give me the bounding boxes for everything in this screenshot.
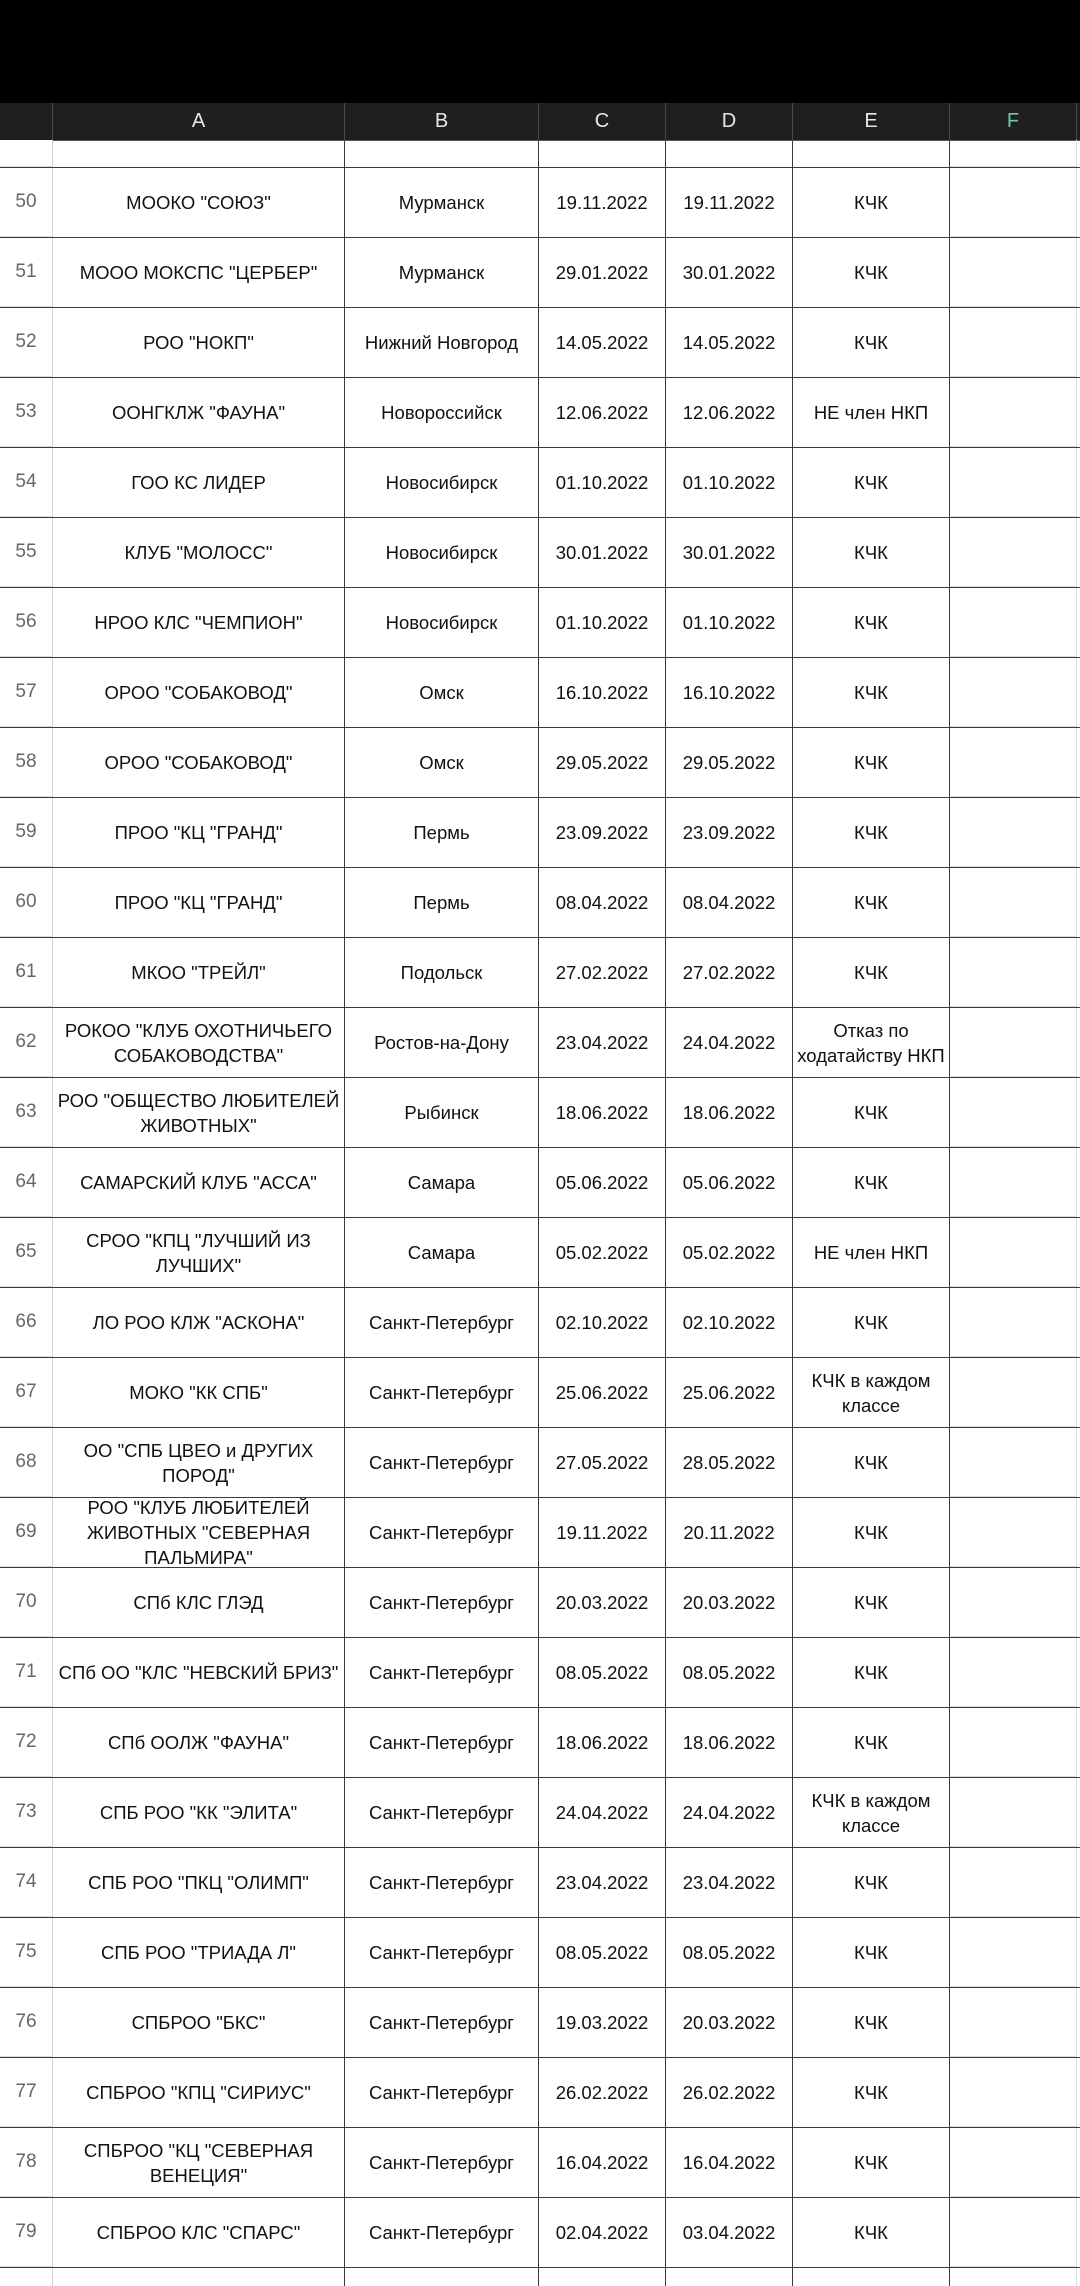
cell-d[interactable]: 29.05.2022 [666,728,793,797]
row-number[interactable]: 75 [0,1918,53,1987]
row-number[interactable]: 58 [0,728,53,797]
table-row[interactable] [0,728,1080,798]
column-header-c[interactable]: C [539,103,666,140]
table-row[interactable] [0,1078,1080,1148]
row-number[interactable]: 72 [0,1708,53,1777]
cell-e[interactable]: КЧК [793,1568,950,1637]
cell-c[interactable]: 08.04.2022 [539,868,666,937]
row-number[interactable]: 59 [0,798,53,867]
cell-d[interactable]: 03.04.2022 [666,2198,793,2267]
cell-e[interactable]: КЧК [793,1288,950,1357]
cell-e[interactable]: КЧК [793,1918,950,1987]
cell-f[interactable] [950,1778,1077,1847]
cell-b[interactable]: Санкт-Петербург [345,1428,539,1497]
row-number[interactable]: 54 [0,448,53,517]
cell-e[interactable]: КЧК [793,868,950,937]
cell-c[interactable]: 29.05.2022 [539,728,666,797]
cell-f[interactable] [950,868,1077,937]
cell-e[interactable]: КЧК [793,2128,950,2197]
cell-f[interactable] [950,168,1077,237]
cell-b[interactable]: Мурманск [345,168,539,237]
cell-a[interactable]: ЛО РОО КЛЖ "АСКОНА" [53,1288,345,1357]
cell-f[interactable] [950,798,1077,867]
cell-a[interactable]: МОКО "КК СПБ" [53,1358,345,1427]
cell-b[interactable]: Пермь [345,868,539,937]
cell-d[interactable] [666,2268,793,2286]
cell-d[interactable]: 12.06.2022 [666,378,793,447]
cell-b[interactable]: Санкт-Петербург [345,1778,539,1847]
table-row[interactable] [0,448,1080,518]
cell-a[interactable]: СПБ РОО "ПКЦ "ОЛИМП" [53,1848,345,1917]
cell-c[interactable]: 08.05.2022 [539,1638,666,1707]
cell-e[interactable]: КЧК [793,238,950,307]
cell-d[interactable]: 18.06.2022 [666,1708,793,1777]
row-number[interactable]: 78 [0,2128,53,2197]
cell-e[interactable]: КЧК [793,1428,950,1497]
cell-b[interactable]: Санкт-Петербург [345,1988,539,2057]
cell-f[interactable] [950,378,1077,447]
cell-c[interactable]: 19.11.2022 [539,1498,666,1567]
cell-e[interactable]: КЧК [793,2058,950,2127]
cell-d[interactable]: 16.04.2022 [666,2128,793,2197]
cell-d[interactable]: 05.06.2022 [666,1148,793,1217]
cell-d[interactable]: 08.04.2022 [666,868,793,937]
cell-f[interactable] [950,1988,1077,2057]
cell-f[interactable] [950,448,1077,517]
table-row[interactable] [0,868,1080,938]
cell-b[interactable]: Подольск [345,938,539,1007]
cell-a[interactable]: РОО "КЛУБ ЛЮБИТЕЛЕЙ ЖИВОТНЫХ "СЕВЕРНАЯ ПАЛЬМИРА" [53,1498,345,1567]
row-number[interactable]: 67 [0,1358,53,1427]
table-row[interactable] [0,1918,1080,1988]
cell-e[interactable]: КЧК [793,658,950,727]
cell-c[interactable]: 02.10.2022 [539,1288,666,1357]
cell-a[interactable]: СПБРОО "КПЦ "СИРИУС" [53,2058,345,2127]
cell-a[interactable]: ОРОО "СОБАКОВОД" [53,728,345,797]
table-row[interactable] [0,1778,1080,1848]
table-row[interactable] [0,168,1080,238]
cell-e[interactable]: КЧК [793,798,950,867]
cell-a[interactable]: САМАРСКИЙ КЛУБ "АССА" [53,1148,345,1217]
table-row[interactable] [0,798,1080,868]
cell-f[interactable] [950,2268,1077,2286]
cell-e[interactable]: КЧК [793,1708,950,1777]
cell-f[interactable] [950,1568,1077,1637]
cell-d[interactable]: 05.02.2022 [666,1218,793,1287]
cell-d[interactable]: 24.04.2022 [666,1778,793,1847]
cell-f[interactable] [950,728,1077,797]
cell-e[interactable]: КЧК [793,1498,950,1567]
cell-f[interactable] [950,2058,1077,2127]
row-number[interactable]: 50 [0,168,53,237]
cell-f[interactable] [950,1008,1077,1077]
column-header-f[interactable]: F [950,103,1077,140]
cell-d[interactable]: 20.11.2022 [666,1498,793,1567]
cell-f[interactable] [950,140,1077,167]
cell-c[interactable]: 02.04.2022 [539,2198,666,2267]
cell-a[interactable]: КЛУБ "МОЛОСС" [53,518,345,587]
cell-e[interactable]: КЧК [793,1148,950,1217]
cell-e[interactable]: КЧК [793,2198,950,2267]
cell-e[interactable]: КЧК [793,588,950,657]
cell-e[interactable]: КЧК [793,1848,950,1917]
table-row[interactable] [0,1358,1080,1428]
cell-f[interactable] [950,1078,1077,1147]
spreadsheet-grid[interactable] [0,140,1080,2286]
cell-e[interactable]: КЧК в каждом классе [793,1358,950,1427]
table-row[interactable] [0,2058,1080,2128]
row-number[interactable]: 63 [0,1078,53,1147]
cell-c[interactable]: 30.01.2022 [539,518,666,587]
cell-a[interactable]: СПБ РОО "КК "ЭЛИТА" [53,1778,345,1847]
cell-b[interactable]: Новосибирск [345,588,539,657]
cell-b[interactable]: Санкт-Петербург [345,1498,539,1567]
row-number[interactable]: 70 [0,1568,53,1637]
cell-b[interactable] [345,140,539,167]
cell-a[interactable] [53,140,345,167]
cell-e[interactable]: НЕ член НКП [793,378,950,447]
cell-f[interactable] [950,1708,1077,1777]
cell-f[interactable] [950,1218,1077,1287]
cell-c[interactable]: 27.05.2022 [539,1428,666,1497]
table-row[interactable] [0,2128,1080,2198]
cell-e[interactable] [793,2268,950,2286]
row-number[interactable]: 53 [0,378,53,447]
cell-b[interactable]: Новороссийск [345,378,539,447]
table-row[interactable] [0,658,1080,728]
cell-b[interactable]: Санкт-Петербург [345,1848,539,1917]
row-number[interactable]: 68 [0,1428,53,1497]
cell-c[interactable]: 25.06.2022 [539,1358,666,1427]
row-number[interactable]: 64 [0,1148,53,1217]
cell-a[interactable]: ООНГКЛЖ "ФАУНА" [53,378,345,447]
cell-c[interactable]: 18.06.2022 [539,1078,666,1147]
cell-d[interactable]: 24.04.2022 [666,1008,793,1077]
cell-a[interactable]: МООО МОКСПС "ЦЕРБЕР" [53,238,345,307]
cell-d[interactable] [666,140,793,167]
cell-b[interactable]: Санкт-Петербург [345,1288,539,1357]
cell-b[interactable]: Санкт-Петербург [345,1568,539,1637]
cell-a[interactable]: ОРОО "СОБАКОВОД" [53,658,345,727]
cell-d[interactable]: 14.05.2022 [666,308,793,377]
row-number[interactable]: 73 [0,1778,53,1847]
cell-a[interactable]: СПб КЛС ГЛЭД [53,1568,345,1637]
row-number[interactable]: 77 [0,2058,53,2127]
cell-b[interactable]: Санкт-Петербург [345,1358,539,1427]
cell-a[interactable]: СПб ОО "КЛС "НЕВСКИЙ БРИЗ" [53,1638,345,1707]
cell-d[interactable]: 23.04.2022 [666,1848,793,1917]
cell-b[interactable]: Санкт-Петербург [345,1918,539,1987]
row-number[interactable] [0,2268,53,2286]
cell-f[interactable] [950,518,1077,587]
cell-c[interactable]: 20.03.2022 [539,1568,666,1637]
cell-b[interactable]: Омск [345,728,539,797]
cell-a[interactable]: ПРОО "КЦ "ГРАНД" [53,868,345,937]
row-number[interactable]: 61 [0,938,53,1007]
table-row[interactable] [0,1988,1080,2058]
cell-b[interactable]: Мурманск [345,238,539,307]
column-header-a[interactable]: A [53,103,345,140]
cell-b[interactable]: Санкт-Петербург [345,2058,539,2127]
cell-a[interactable]: СПБРОО "КЦ "СЕВЕРНАЯ ВЕНЕЦИЯ" [53,2128,345,2197]
cell-c[interactable]: 08.05.2022 [539,1918,666,1987]
row-number[interactable]: 79 [0,2198,53,2267]
cell-d[interactable]: 25.06.2022 [666,1358,793,1427]
cell-f[interactable] [950,1498,1077,1567]
table-row[interactable] [0,1218,1080,1288]
cell-c[interactable]: 27.02.2022 [539,938,666,1007]
cell-c[interactable]: 18.06.2022 [539,1708,666,1777]
table-row[interactable] [0,308,1080,378]
column-header-d[interactable]: D [666,103,793,140]
table-row[interactable] [0,238,1080,308]
row-number[interactable]: 57 [0,658,53,727]
row-number[interactable]: 74 [0,1848,53,1917]
cell-f[interactable] [950,938,1077,1007]
table-row[interactable] [0,1848,1080,1918]
column-header-e[interactable]: E [793,103,950,140]
cell-d[interactable]: 26.02.2022 [666,2058,793,2127]
cell-a[interactable]: ПРОО "КЦ "ГРАНД" [53,798,345,867]
cell-e[interactable]: НЕ член НКП [793,1218,950,1287]
row-number[interactable]: 71 [0,1638,53,1707]
cell-f[interactable] [950,588,1077,657]
cell-b[interactable]: Санкт-Петербург [345,1638,539,1707]
cell-a[interactable]: СРОО "КПЦ "ЛУЧШИЙ ИЗ ЛУЧШИХ" [53,1218,345,1287]
cell-c[interactable]: 19.03.2022 [539,1988,666,2057]
cell-f[interactable] [950,2198,1077,2267]
cell-b[interactable]: Омск [345,658,539,727]
cell-a[interactable]: СПБРОО КЛС "СПАРС" [53,2198,345,2267]
cell-c[interactable] [539,140,666,167]
cell-f[interactable] [950,1848,1077,1917]
cell-d[interactable]: 20.03.2022 [666,1568,793,1637]
cell-f[interactable] [950,308,1077,377]
status-bar-area [0,0,1080,103]
cell-e[interactable]: КЧК [793,1638,950,1707]
row-number[interactable]: 60 [0,868,53,937]
table-row[interactable] [0,1568,1080,1638]
cell-a[interactable] [53,2268,345,2286]
cell-c[interactable] [539,2268,666,2286]
cell-c[interactable]: 05.06.2022 [539,1148,666,1217]
cell-d[interactable]: 18.06.2022 [666,1078,793,1147]
cell-d[interactable]: 20.03.2022 [666,1988,793,2057]
cell-b[interactable]: Санкт-Петербург [345,1708,539,1777]
cell-f[interactable] [950,238,1077,307]
cell-a[interactable]: МКОО "ТРЕЙЛ" [53,938,345,1007]
row-number[interactable]: 65 [0,1218,53,1287]
table-row[interactable] [0,1708,1080,1778]
cell-b[interactable]: Самара [345,1148,539,1217]
table-row[interactable] [0,1498,1080,1568]
cell-e[interactable]: КЧК [793,728,950,797]
cell-b[interactable]: Новосибирск [345,448,539,517]
cell-e[interactable] [793,140,950,167]
cell-d[interactable]: 01.10.2022 [666,448,793,517]
row-number[interactable] [0,140,53,167]
row-number[interactable]: 76 [0,1988,53,2057]
cell-c[interactable]: 19.11.2022 [539,168,666,237]
cell-a[interactable]: СПб ООЛЖ "ФАУНА" [53,1708,345,1777]
cell-f[interactable] [950,1288,1077,1357]
table-row[interactable] [0,1008,1080,1078]
row-number[interactable]: 56 [0,588,53,657]
cell-c[interactable]: 23.04.2022 [539,1008,666,1077]
cell-d[interactable]: 30.01.2022 [666,518,793,587]
cell-b[interactable]: Самара [345,1218,539,1287]
cell-a[interactable]: РОО "ОБЩЕСТВО ЛЮБИТЕЛЕЙ ЖИВОТНЫХ" [53,1078,345,1147]
cell-c[interactable]: 01.10.2022 [539,588,666,657]
cell-c[interactable]: 01.10.2022 [539,448,666,517]
table-row[interactable] [0,1288,1080,1358]
cell-f[interactable] [950,1428,1077,1497]
cell-b[interactable]: Санкт-Петербург [345,2128,539,2197]
cell-e[interactable]: КЧК [793,1988,950,2057]
cell-a[interactable]: НРОО КЛС "ЧЕМПИОН" [53,588,345,657]
cell-d[interactable]: 02.10.2022 [666,1288,793,1357]
cell-f[interactable] [950,1918,1077,1987]
table-row[interactable] [0,1638,1080,1708]
cell-a[interactable]: РОО "НОКП" [53,308,345,377]
column-header-b[interactable]: B [345,103,539,140]
cell-e[interactable]: КЧК [793,308,950,377]
cell-f[interactable] [950,1638,1077,1707]
cell-b[interactable] [345,2268,539,2286]
cell-b[interactable]: Новосибирск [345,518,539,587]
cell-e[interactable]: КЧК [793,168,950,237]
row-number[interactable]: 51 [0,238,53,307]
cell-d[interactable]: 30.01.2022 [666,238,793,307]
cell-a[interactable]: СПБ РОО "ТРИАДА Л" [53,1918,345,1987]
table-row[interactable] [0,518,1080,588]
table-row[interactable] [0,2198,1080,2268]
cell-b[interactable]: Нижний Новгород [345,308,539,377]
row-number[interactable]: 69 [0,1498,53,1567]
cell-a[interactable]: ОО "СПБ ЦВЕО и ДРУГИХ ПОРОД" [53,1428,345,1497]
table-row[interactable] [0,588,1080,658]
cell-a[interactable]: РОКОО "КЛУБ ОХОТНИЧЬЕГО СОБАКОВОДСТВА" [53,1008,345,1077]
cell-c[interactable]: 16.10.2022 [539,658,666,727]
cell-d[interactable]: 28.05.2022 [666,1428,793,1497]
cell-a[interactable]: ГОО КС ЛИДЕР [53,448,345,517]
cell-c[interactable]: 29.01.2022 [539,238,666,307]
row-number[interactable]: 66 [0,1288,53,1357]
cell-c[interactable]: 26.02.2022 [539,2058,666,2127]
cell-e[interactable]: КЧК [793,448,950,517]
cell-c[interactable]: 14.05.2022 [539,308,666,377]
cell-d[interactable]: 08.05.2022 [666,1918,793,1987]
table-row[interactable] [0,938,1080,1008]
cell-a[interactable]: МООКО "СОЮЗ" [53,168,345,237]
row-number[interactable]: 52 [0,308,53,377]
cell-d[interactable]: 27.02.2022 [666,938,793,1007]
cell-c[interactable]: 05.02.2022 [539,1218,666,1287]
cell-e[interactable]: КЧК [793,518,950,587]
cell-f[interactable] [950,1358,1077,1427]
cell-e[interactable]: КЧК [793,1078,950,1147]
cell-d[interactable]: 16.10.2022 [666,658,793,727]
cell-e[interactable]: КЧК в каждом классе [793,1778,950,1847]
table-row[interactable] [0,1148,1080,1218]
cell-e[interactable]: КЧК [793,938,950,1007]
table-row-partial-top[interactable] [0,140,1080,168]
cell-f[interactable] [950,2128,1077,2197]
cell-d[interactable]: 08.05.2022 [666,1638,793,1707]
row-number[interactable]: 62 [0,1008,53,1077]
cell-c[interactable]: 23.04.2022 [539,1848,666,1917]
cell-c[interactable]: 16.04.2022 [539,2128,666,2197]
cell-f[interactable] [950,1148,1077,1217]
cell-c[interactable]: 23.09.2022 [539,798,666,867]
cell-d[interactable]: 01.10.2022 [666,588,793,657]
table-row-partial-bottom[interactable] [0,2268,1080,2286]
cell-c[interactable]: 24.04.2022 [539,1778,666,1847]
cell-a[interactable]: СПБРОО "БКС" [53,1988,345,2057]
cell-d[interactable]: 23.09.2022 [666,798,793,867]
select-all-corner[interactable] [0,103,53,140]
cell-e[interactable]: Отказ по ходатайству НКП [793,1008,950,1077]
table-row[interactable] [0,1428,1080,1498]
column-header-bar [0,103,1080,141]
cell-f[interactable] [950,658,1077,727]
row-number[interactable]: 55 [0,518,53,587]
cell-b[interactable]: Пермь [345,798,539,867]
cell-b[interactable]: Ростов-на-Дону [345,1008,539,1077]
cell-b[interactable]: Санкт-Петербург [345,2198,539,2267]
table-row[interactable] [0,378,1080,448]
cell-b[interactable]: Рыбинск [345,1078,539,1147]
cell-c[interactable]: 12.06.2022 [539,378,666,447]
cell-d[interactable]: 19.11.2022 [666,168,793,237]
